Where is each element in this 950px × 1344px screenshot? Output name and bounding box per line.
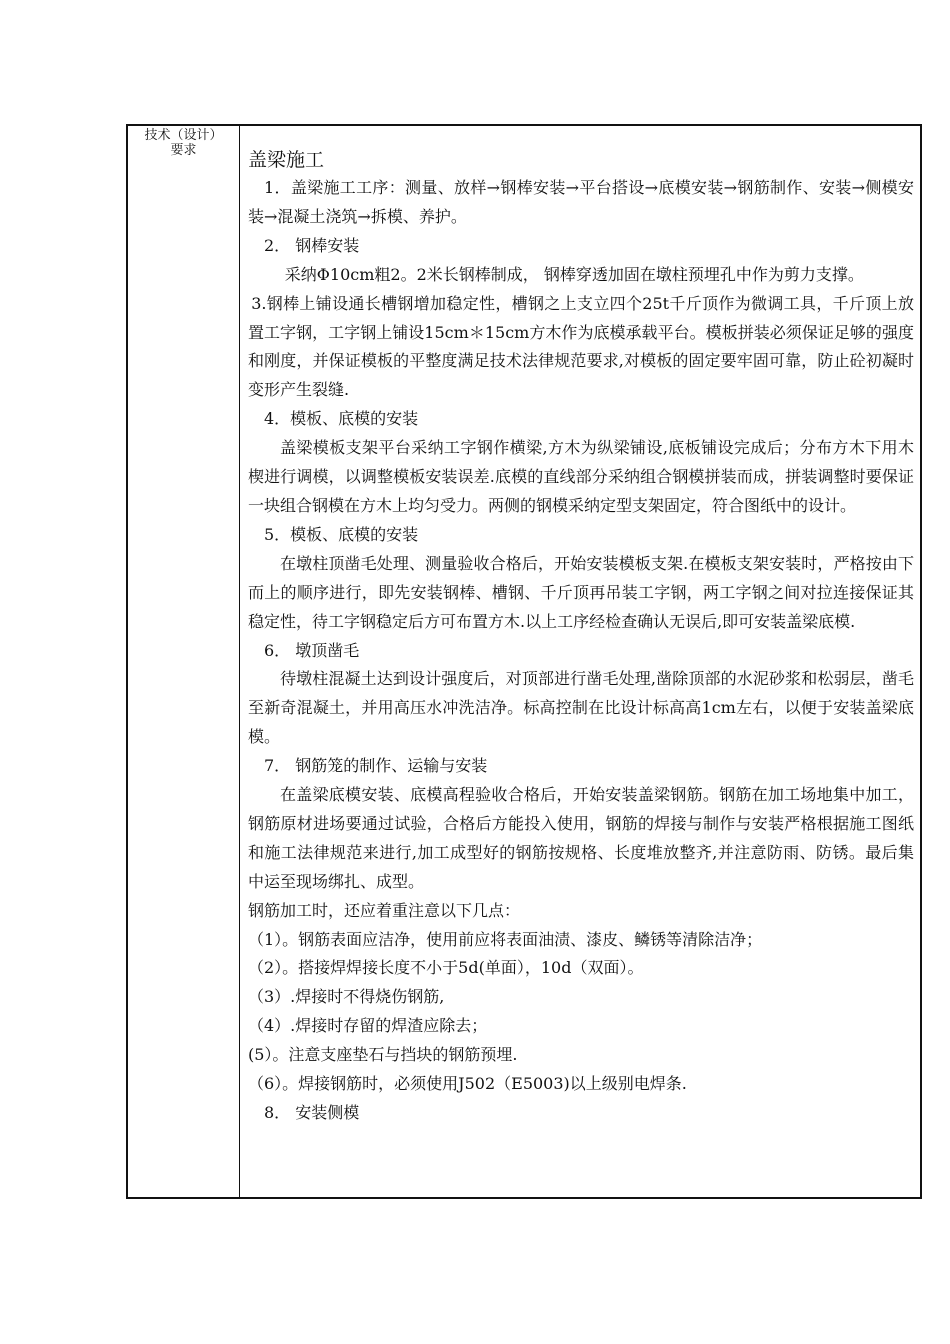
list-item-note-2: （2）。搭接焊焊接长度不小于5d(单面），10d（双面）。 (248, 958, 644, 978)
label-line-1: 技术（设计） (144, 128, 223, 143)
paragraph-step-1: 1．盖梁施工工序：测量、放样→钢棒安装→平台搭设→底模安装→钢筋制作、安装→侧模安装→混凝土浇筑→拆模、养护。 (248, 178, 914, 226)
list-item-note-4: （4）.焊接时存留的焊渣应除去； (248, 1016, 488, 1036)
heading-step-4: 4．模板、底模的安装 (264, 409, 419, 429)
paragraph-step-5: 在墩柱顶凿毛处理、测量验收合格后，开始安装模板支架.在模板支架安装时，严格按由下而上的顺序进行，即先安装钢棒、槽钢、千斤顶再吊装工字钢，两工字钢之间对拉连接保证其稳定性，待工字钢稳定后方可布置方木.以上工序经检查确认无误后,即可安装盖梁底模. (248, 553, 914, 631)
list-item-note-5: (5）。注意支座垫石与挡块的钢筋预埋. (248, 1045, 518, 1065)
heading-step-6: 6． 墩顶凿毛 (264, 640, 360, 660)
paragraph-step-7: 在盖梁底模安装、底模高程验收合格后，开始安装盖梁钢筋。钢筋在加工场地集中加工，钢筋原材进场要通过试验，合格后方能投入使用，钢筋的焊接与制作与安装严格根据施工图纸和施工法律规范来进行,加工成型好的钢筋按规格、长度堆放整齐,并注意防雨、防锈。最后集中运至现场绑扎、成型。 (248, 785, 914, 891)
paragraph-step-3: 3.钢棒上铺设通长槽钢增加稳定性，槽钢之上支立四个25t千斤顶作为微调工具，千斤顶上放置工字钢，工字钢上铺设15cm＊15cm方木作为底模承载平台。模板拼装必须保证足够的强度和刚度，并保证模板的平整度满足技术法律规范要求,对模板的固定要牢固可靠，防止砼初凝时变形产生裂缝. (248, 293, 914, 400)
heading-step-2: 2． 钢棒安装 (264, 235, 360, 255)
section-title: 盖梁施工 (248, 149, 325, 171)
label-line-2: 要求 (170, 143, 197, 158)
requirements-table (126, 124, 922, 1199)
list-item-note-1: （1）。钢筋表面应洁净，使用前应将表面油渍、漆皮、鳞锈等清除洁净； (248, 929, 763, 949)
paragraph-step-4: 盖梁模板支架平台采纳工字钢作横梁,方木为纵梁铺设,底板铺设完成后；分布方木下用木楔进行调模，以调整模板安装误差.底模的直线部分采纳组合钢模拼装而成，拼装调整时要保证一块组合钢模在方木上均匀受力。两侧的钢模采纳定型支架固定，符合图纸中的设计。 (248, 438, 914, 515)
content-cell (240, 126, 920, 1197)
paragraph-step-2: 采纳Φ10cm粗2。2米长钢棒制成， 钢棒穿透加固在墩柱预埋孔中作为剪力支撑。 (284, 264, 864, 284)
heading-step-5: 5．模板、底模的安装 (264, 524, 419, 544)
list-item-note-3: （3）.焊接时不得烧伤钢筋, (248, 987, 445, 1007)
paragraph-step-6: 待墩柱混凝土达到设计强度后，对顶部进行凿毛处理,凿除顶部的水泥砂浆和松弱层，凿毛至新奇混凝土，并用高压水冲洗洁净。标高控制在比设计标高高1cm左右，以便于安装盖梁底模。 (248, 669, 914, 747)
heading-step-7: 7． 钢筋笼的制作、运输与安装 (264, 756, 488, 776)
list-item-note-6: （6）。焊接钢筋时，必须使用J502（E5003)以上级别电焊条. (248, 1074, 687, 1094)
label-cell (128, 126, 240, 1197)
heading-step-8: 8． 安装侧模 (264, 1103, 360, 1122)
paragraph-notes-intro: 钢筋加工时，还应着重注意以下几点： (248, 900, 521, 920)
